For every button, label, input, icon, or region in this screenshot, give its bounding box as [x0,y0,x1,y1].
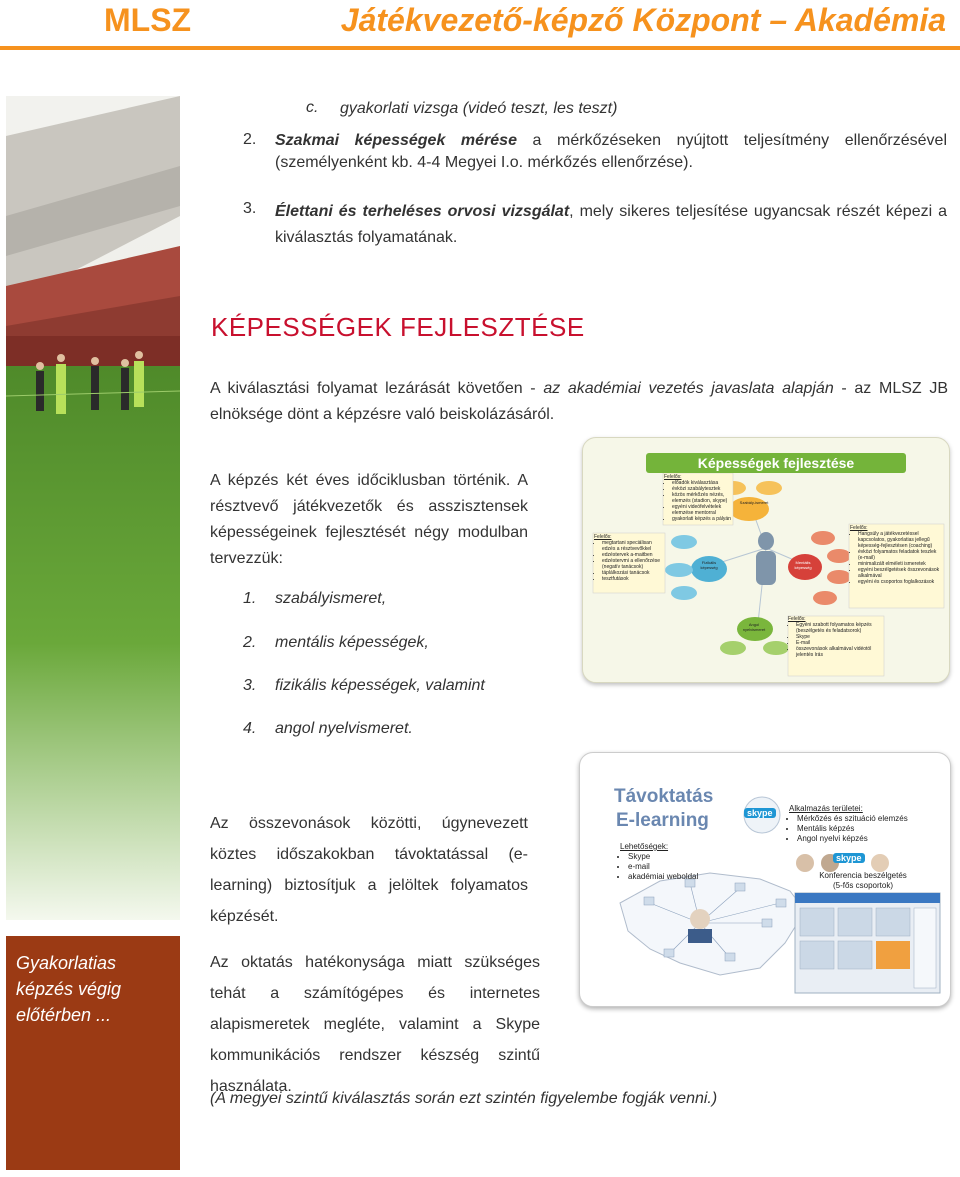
header-divider [0,46,960,50]
p1-part-c: - az MLSZ JB elnöksége dönt a képzésre való beiskolázásáról. [210,380,949,423]
area-item: • Mérkőzés és szituáció elemzés [797,814,944,824]
box-bottom-head: Felelős: [788,616,806,622]
section-paragraph-2: A képzés két éves időciklusban történik. A résztvevő játékvezetők és asszisztensek képességeinek fejlesztését négy modulban tervezzük: [210,472,528,567]
node-english: Angol nyelvismeret [742,622,766,632]
box-bottom-item: • Egyéni szabott folyamatos képzés (beszélgetés és feladatsorok) [796,622,880,634]
section-paragraph-1 [210,376,948,428]
possibility-item: • e-mail [628,862,730,872]
module-num-3: 3. [243,677,257,694]
module-4: angol nyelvismeret. [275,720,413,737]
box-top-item: • egyéni videófelvételek elemzése mentorral [672,504,732,516]
box-left-item: • edzéstervmi a ellenőrzése (negatív tanácsok) [602,558,664,570]
figure-distance-title-2: E-learning [616,810,709,831]
section-title: KÉPESSÉGEK FEJLESZTÉSE [211,312,585,342]
list-item-c: gyakorlati vizsga (videó teszt, les teszt) [340,100,618,117]
possibilities-head: Lehetőségek: [620,842,669,851]
module-num-2: 2. [243,634,257,651]
figure-distance-title-1: Távoktatás [614,786,714,807]
module-3: fizikális képességek, valamint [275,677,485,694]
box-bottom-item: • összevonások alkalmával vidéotól jelentés írás [796,646,880,658]
module-2: mentális képességek, [275,634,429,651]
section-paragraph-3: Az összevonások közötti, úgynevezett köztes időszakokban távoktatással (e-learning) biztosítjuk a jelöltek folyamatos képzését. [210,815,528,925]
conference-line-2: (5-fős csoportok) [832,881,894,890]
figure-skills-box-bottom [788,616,880,658]
box-right-item: • évközi folyamatos feladatok teszlek (e-mail) [858,549,942,561]
list-num-2: 2. [243,131,257,148]
list-item-3-bold: Élettani és terheléses orvosi vizsgálat [275,203,570,220]
box-top-item: • évközi szabálytesztek [672,486,732,492]
figure-distance-conference [808,871,918,891]
node-rules: Szabály-ismeret [739,500,769,505]
figure-distance-areas [789,804,944,844]
box-top-item: • előadók kiválasztása [672,480,732,486]
box-left-item: • tesztfutások [602,576,664,582]
box-right-item: • minimalizált elméleti ismeretek [858,561,942,567]
header-title-left: MLSZ [104,2,192,38]
possibility-item: • akadémiai weboldal [628,872,730,882]
box-bottom-item: • E-mail [796,640,880,646]
possibility-item: • Skype [628,852,730,862]
box-right-item: • egyéni és csoportos foglalkozások [858,579,942,585]
box-right-head: Felelős: [850,525,868,531]
section-paragraph-4: Az oktatás hatékonysága miatt szükséges tehát a számítógépes és internetes alapismeretek megléte, valamint a Skype kommunikációs rendszer készség szintű használata. [210,954,540,1095]
skype-logo: skype [744,808,776,818]
module-num-1: 1. [243,590,257,607]
figure-distance-possibilities [620,842,730,882]
box-bottom-item: • Skype [796,634,880,640]
list-item-2 [275,130,947,174]
skype-logo-2: skype [833,853,865,863]
header-title-right: Játékvezető-képző Központ – Akadémia [340,2,946,38]
module-1: szabályismeret, [275,590,387,607]
node-physical: Fizikális képesség [700,560,718,570]
box-left-item: • edzéstervek a-maitben [602,552,664,558]
figure-skills-box-left [594,534,664,582]
box-top-head: Felelős: [664,474,682,480]
box-left-item: • megtartani speciálisan edzés a résztvevőkkel [602,540,664,552]
area-item: • Mentális képzés [797,824,944,834]
list-item-2-rest: a mérkőzéseken nyújtott teljesítmény ellenőrzésével (személyenként kb. 4-4 Megyei I.o. mérkőzés ellenőrzése). [275,132,947,171]
list-item-2-bold: Szakmai képességek mérése [275,132,517,149]
figure-skills-title: Képességek fejlesztése [646,453,906,473]
list-marker-c: c. [306,99,319,116]
node-mental: Mentális képesség [794,560,812,570]
sidebar-caption: Gyakorlatias képzés végig előtérben ... [16,953,122,1025]
box-top-item: • gyakorlati képzés a pályán [672,516,732,522]
list-item-3 [275,199,947,251]
figure-skills-box-top [664,474,732,522]
box-left-item: • táplálkozási tanácsok [602,570,664,576]
p1-part-b: az akadémiai vezetés javaslata alapján [543,380,834,397]
box-top-item: • közös mérkőzés nézés, elemzés (stadion, skype) [672,492,732,504]
list-item-3-rest: , mely sikeres teljesítése ugyancsak részét képezi a kiválasztás folyamatának. [275,203,947,246]
box-right-item: • egyéni beszélgetések összevonások alkalmával [858,567,942,579]
section-paragraph-5: (A megyei szintű kiválasztás során ezt szintén figyelembe fogják venni.) [210,1090,718,1107]
list-num-3: 3. [243,200,257,217]
p1-part-a: A kiválasztási folyamat lezárását követően - [210,380,544,397]
area-item: • Angol nyelvi képzés [797,834,944,844]
sidebar-photo [6,96,180,920]
box-left-head: Felelős: [594,534,612,540]
box-right-item: • Hangsúly a játékvezetéssel kapcsolatos, gyakorlatias jellegű képesség-fejlesztésen (coaching) [858,531,942,549]
areas-head: Alkalmazás területei: [789,804,863,813]
module-num-4: 4. [243,720,257,737]
figure-skills-box-right [850,525,942,585]
conference-line-1: Konferencia beszélgetés [819,871,907,880]
